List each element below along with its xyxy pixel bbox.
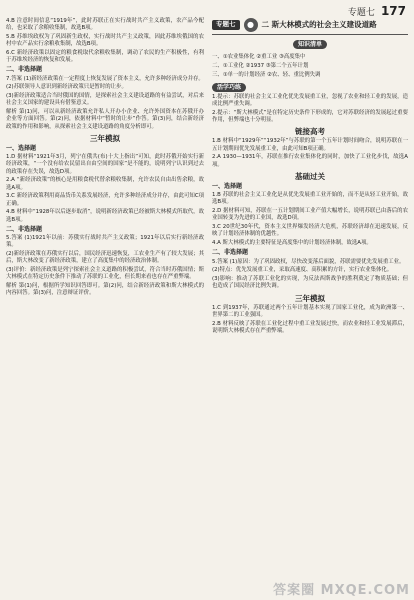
- question-heading: 二、非选择题: [212, 249, 249, 257]
- answer-paragraph: 5.答案 (1)1921年以前：苏俄实行战时共产主义政策；1921年以后实行新经济政策。: [6, 235, 204, 249]
- analysis-paragraph: 解析 第(1)问，根据所学知识回答即可。第(2)问，结合新经济政策和斯大林模式的内容回答。第(3)问，注意辩证评价。: [6, 283, 204, 297]
- answer-paragraph: 5.答案 (1)原因：为了巩固政权，尽快改变落后面貌，苏联需要优先发展重工业。: [212, 258, 405, 265]
- answer-paragraph: 7.答案 (1)新经济政策在一定程度上恢复发展了资本主义，允许多种经济成分并存。: [6, 75, 204, 82]
- answer-paragraph: 4.B 材料中“1928年以后逐步取消”，说明新经济政策已经被斯大林模式所取代，故选B项。: [6, 209, 204, 223]
- answer-paragraph: 1.C 到1937年，苏联通过两个五年计划基本实现了国家工业化，成为欧洲第一、世界第二的工业强国。: [212, 304, 408, 319]
- answer-paragraph: 2.D 据材料可知，苏联在一五计划期间工业产值大幅增长，说明苏联已由落后的农业国转变为先进的工业国，故选D项。: [212, 208, 408, 222]
- topic-title: 二 斯大林模式的社会主义建设道路: [261, 20, 377, 30]
- watermark: 答案圈 MXQE.COM: [273, 583, 410, 598]
- question-heading: 一、选择题: [212, 183, 243, 191]
- section-title: 三年模拟: [90, 133, 120, 143]
- answer-paragraph: 3.C 新经济政策利用商品货币关系发展经济，允许多种经济成分并存，由此可知C项正确。: [6, 193, 204, 207]
- page-header: [348, 4, 406, 18]
- section-title: 三年模拟: [295, 293, 325, 303]
- answer-paragraph: 1.B 材料中“1929年”“1932年”与苏联的第一个五年计划时间吻合，说明苏联在一五计划期间优先发展重工业，由此可知B项正确。: [212, 138, 408, 152]
- practice-line: 2.提示：“斯大林模式”是在特定历史条件下形成的，它对苏联经济的发展起过重要作用，但弊端也十分明显。: [212, 109, 408, 123]
- page-number: 177: [380, 4, 406, 18]
- answer-paragraph: 4.A 斯大林模式的主要特征是高度集中的计划经济体制，故选A项。: [212, 240, 372, 247]
- section-title: 基础过关: [295, 171, 325, 181]
- left-column: [6, 18, 204, 299]
- book-icon: ●: [244, 18, 258, 32]
- right-column: [212, 18, 408, 337]
- practice-line: 1.提示：苏联的社会主义工业化优先发展重工业，忽视了农业和轻工业的发展，造成比例严重失调。: [212, 93, 408, 107]
- question-heading: 二、非选择题: [6, 225, 43, 233]
- answer-paragraph: (2)特点：优先发展重工业，采取高速度、高积累的方针，实行农业集体化。: [212, 267, 393, 274]
- knowledge-line: 二、①工业化 ②1937 ③第二个五年计划: [212, 63, 309, 69]
- answer-paragraph: (2)苏联领导人意识到新经济政策只是暂时的让步。: [6, 84, 127, 91]
- answer-paragraph: (2)新经济政策在苏俄实行以后，国民经济迅速恢复，工农业生产有了较大发展；其后，斯大林改变了新经济政策，建立了高度集中的经济政治体制。: [6, 251, 204, 265]
- knowledge-heading: 知识清单: [293, 40, 327, 49]
- answer-paragraph: 1.B 苏联的社会主义工业化是从优先发展重工业开始的，而不是从轻工业开始，故选B项。: [212, 192, 408, 206]
- answer-paragraph: (3)影响：推动了苏联工业化的实现，为反法西斯战争的胜利奠定了物质基础；但也造成了国民经济比例失调。: [212, 276, 408, 290]
- answer-paragraph: 4.B 注意时间信息“1919年”，此时苏联正在实行战时共产主义政策，农产品今配给，也采取了余粮收集制，故选B项。: [6, 18, 204, 32]
- question-heading: 一、选择题: [6, 145, 37, 153]
- answer-paragraph: 1.D 据材料“1921年3月，列宁在俄共(布)十大上指出”可知，此时苏俄开始实行新经济政策，“一个没有给农民留出自由空间的国家”是不能的，说明列宁认识到过去的政策存在失误，故选D项。: [6, 154, 204, 175]
- question-heading: 二、非选择题: [6, 66, 43, 74]
- knowledge-line: 三、①单一的计划经济 ②农、轻、重比例失调: [212, 71, 321, 78]
- answer-paragraph: 5.B 苏维埃政权为了巩固新生政权，实行战时共产主义政策，因此苏维埃俄国的农村中农产品实行余粮收集制，故选B项。: [6, 34, 204, 48]
- section-title: 链接高考: [295, 127, 325, 137]
- topic-tag: 专题七: [212, 20, 240, 29]
- analysis-paragraph: 解析 第(1)问，可以从新经济政策允许私人开办小企业、允许外国资本在苏俄开办企业等方面回答。第(2)问，依据材料中“暂时的让步”作答。第(3)问，结合新经济政策的作用和影响，从探索社会主义建设道路的角度分析即可。: [6, 109, 204, 130]
- answer-paragraph: (3)评价：新经济政策是列宁探索社会主义道路的积极尝试，符合当时苏俄国情；斯大林模式在特定历史条件下推动了苏联的工业化，但长期来看也存在严重弊端。: [6, 267, 204, 281]
- answer-paragraph: 2.A “新经济政策”的核心是用粮食税代替余粮收集制，允许农民自由出售余粮，故选A项。: [6, 177, 204, 191]
- knowledge-line: 一、①农业集体化 ②重工业 ③高度集中: [212, 54, 306, 61]
- topic-bar: [212, 18, 408, 35]
- answer-paragraph: 2.B 材料反映了苏联在工业化过程中重工业发展过快，而农业和轻工业发展滞后，说明斯大林模式存在严重弊端。: [212, 320, 408, 335]
- topic-label: 专题七: [347, 7, 375, 18]
- answer-paragraph: 3.C 20世纪30年代，资本主义世界爆发经济大危机，苏联经济却在迅速发展，反映了计划经济体制的优越性。: [212, 224, 408, 238]
- answer-paragraph: (3)新经济政策适合当时俄国的国情，是探索社会主义建设道路的有益尝试，对后来社会主义国家的建设具有借鉴意义。: [6, 93, 204, 107]
- answer-paragraph: 6.C 新经济政策以固定的粮食税取代余粮收集制，调动了农民的生产积极性，有利于苏维埃经济的恢复和发展。: [6, 50, 204, 64]
- answer-paragraph: 2.A 1930—1931年，苏联在推行农业集体化的同时，加快了工业化步伐，故选A项。: [212, 154, 408, 168]
- practice-heading: 活学巧练: [212, 83, 246, 92]
